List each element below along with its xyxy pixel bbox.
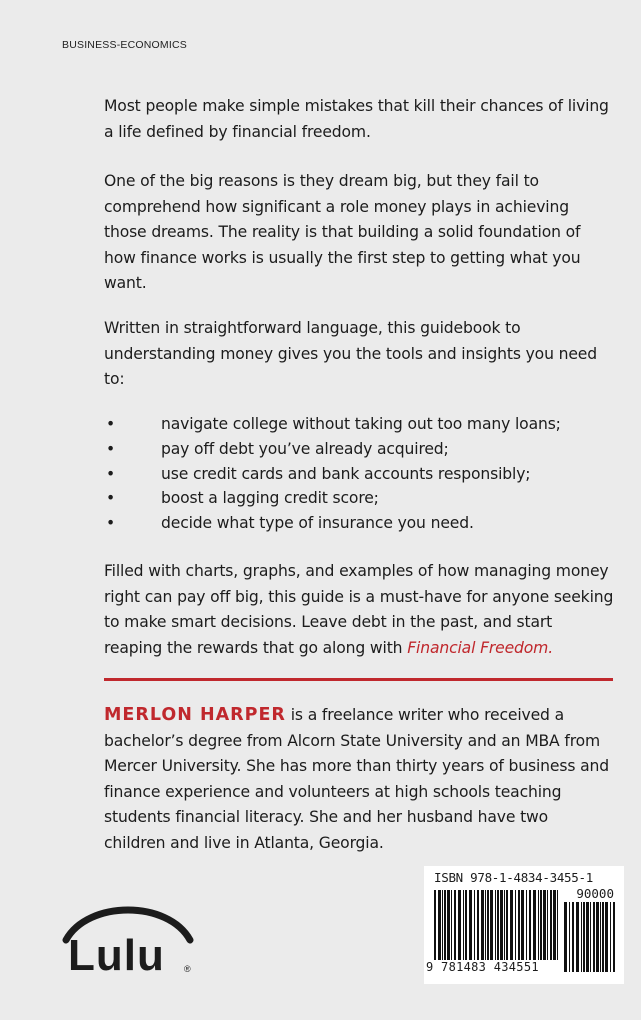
closing-text: Filled with charts, graphs, and examples of how managing money right can pay off big, this guide is a must-have for anyone seeking to make smart decisions. Leave debt in the past, and start reaping the rewards that go along with — [104, 562, 614, 657]
closing-paragraph — [104, 559, 614, 661]
list-item-text: pay off debt you’ve already acquired; — [161, 439, 449, 458]
list-item-text: navigate college without taking out too many loans; — [161, 415, 561, 433]
price-code: 90000 — [576, 886, 614, 901]
author-bio — [104, 703, 614, 856]
registered-mark: ® — [184, 964, 191, 974]
barcode-bar — [583, 902, 585, 972]
intro-paragraph: Most people make simple mistakes that kill their chances of living a life defined by financial freedom. — [104, 97, 609, 141]
bullet-icon: • — [106, 439, 116, 458]
bullet-icon: • — [106, 464, 116, 483]
benefits-list — [104, 412, 614, 536]
isbn-barcode — [424, 866, 624, 984]
isbn-label: ISBN 978-1-4834-3455-1 — [434, 870, 593, 885]
barcode-bar — [593, 902, 595, 972]
barcode-bar — [564, 902, 567, 972]
barcode-bar — [576, 902, 579, 972]
list-item — [104, 486, 614, 511]
list-item-text: boost a lagging credit score; — [161, 489, 379, 508]
bullet-icon: • — [106, 415, 116, 433]
barcode-bar — [572, 902, 574, 972]
list-item — [104, 437, 614, 462]
barcode-bar — [610, 902, 611, 972]
reasons-paragraph: One of the big reasons is they dream big, but they fail to comprehend how significant a role money plays in achieving those dreams. The reality is that building a solid foundation of how finance works is usually the first step to getting what you want. — [104, 172, 581, 292]
barcode-digits: 9 781483 434551 — [426, 960, 560, 974]
barcode-bar — [605, 902, 608, 972]
author-name: MERLON HARPER — [104, 705, 286, 725]
category-label: BUSINESS-ECONOMICS — [62, 39, 187, 51]
barcode-bar — [590, 902, 591, 972]
lulu-logo — [58, 900, 198, 980]
barcode-bar — [569, 902, 570, 972]
bullet-icon: • — [106, 489, 116, 508]
book-title: Financial Freedom. — [407, 638, 554, 657]
barcode-bar — [586, 902, 589, 972]
guidebook-paragraph: Written in straightforward language, this guidebook to understanding money gives you the tools and insights you need to: — [104, 319, 597, 388]
barcode-bar — [600, 902, 601, 972]
barcode-addon-bars — [564, 902, 616, 972]
author-bio-text: is a freelance writer who received a bachelor’s degree from Alcorn State University and an MBA from Mercer University. She has more than thirty years of business and finance experience and volunteers at high schools teaching students financial literacy. She and her husband have two children and live in Atlanta, Georgia. — [104, 706, 610, 852]
barcode-bar — [613, 902, 615, 972]
list-item — [104, 412, 614, 437]
list-item — [104, 462, 614, 487]
barcode-bar — [602, 902, 604, 972]
barcode-bar — [596, 902, 599, 972]
bullet-icon: • — [106, 514, 116, 533]
section-divider — [104, 678, 613, 681]
list-item-text: use credit cards and bank accounts responsibly; — [161, 464, 531, 483]
list-item-text: decide what type of insurance you need. — [161, 514, 474, 533]
list-item — [104, 511, 614, 536]
barcode-bar — [581, 902, 582, 972]
logo-wordmark: Lulu — [68, 931, 165, 980]
